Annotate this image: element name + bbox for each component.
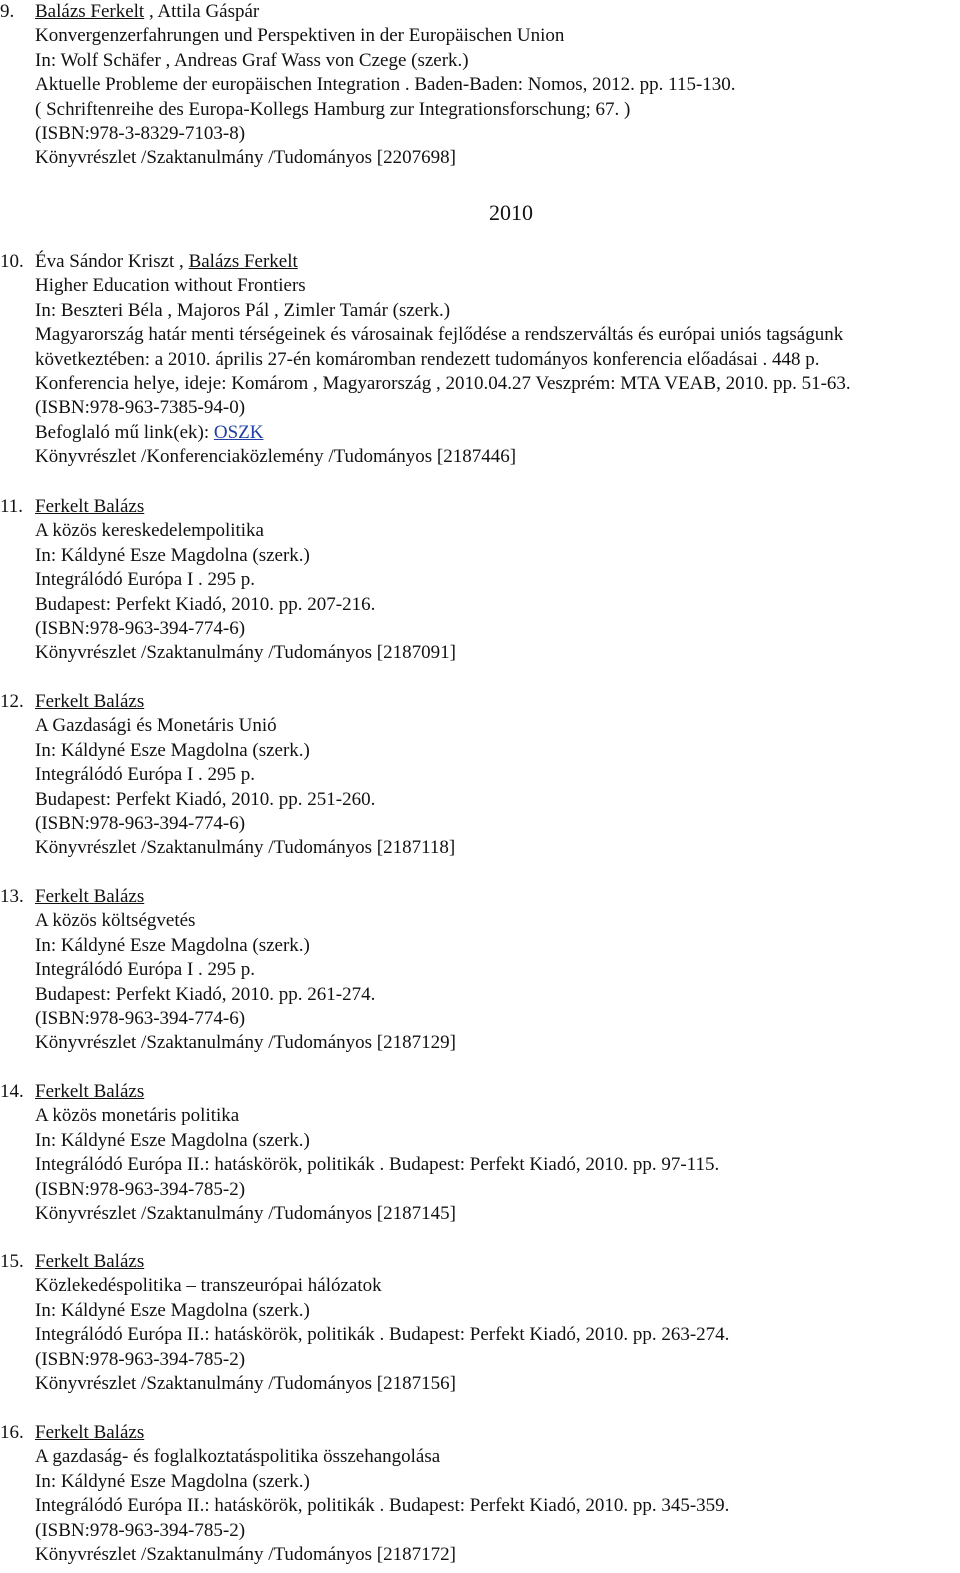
entry-book: Integrálódó Európa I . 295 p. (35, 569, 256, 591)
entry-title: A közös monetáris politika (35, 1105, 240, 1127)
publication-entry-16 (0, 1421, 960, 1567)
entry-isbn: (ISBN:978-963-394-785-2) (35, 1519, 246, 1541)
entry-book: Integrálódó Európa II.: hatáskörök, politikák . Budapest: Perfekt Kiadó, 2010. pp. 263-274. (35, 1324, 730, 1346)
entry-conference: Konferencia helye, ideje: Komárom , Magyarország , 2010.04.27 Veszprém: MTA VEAB, 2010. pp. 51-63. (35, 372, 851, 394)
entry-editors: In: Káldyné Esze Magdolna (szerk.) (35, 1299, 310, 1321)
author-link[interactable]: Ferkelt Balázs (35, 886, 145, 907)
publication-entry-10 (0, 250, 960, 470)
entry-isbn: (ISBN:978-3-8329-7103-8) (35, 122, 246, 144)
entry-title: Közlekedéspolitika – transzeurópai hálózatok (35, 1275, 382, 1297)
entry-number: 12. (0, 691, 24, 712)
entry-number: 16. (0, 1422, 24, 1443)
co-author: Éva Sándor Kriszt , (35, 251, 189, 272)
entry-publisher: Budapest: Perfekt Kiadó, 2010. pp. 261-274. (35, 983, 376, 1005)
author-link[interactable]: Balázs Ferkelt (188, 251, 298, 272)
entry-type: Könyvrészlet /Szaktanulmány /Tudományos [2187118] (35, 837, 456, 859)
entry-number: 10. (0, 251, 24, 272)
entry-number: 14. (0, 1081, 24, 1102)
year-heading: 2010 (489, 200, 533, 225)
entry-type: Könyvrészlet /Szaktanulmány /Tudományos [2187156] (35, 1372, 456, 1394)
entry-title: A gazdaság- és foglalkoztatáspolitika összehangolása (35, 1446, 441, 1468)
entry-number: 13. (0, 886, 24, 907)
author-link[interactable]: Balázs Ferkelt (35, 1, 145, 22)
entry-editors: In: Káldyné Esze Magdolna (szerk.) (35, 739, 310, 761)
entry-editors: In: Káldyné Esze Magdolna (szerk.) (35, 544, 310, 566)
entry-publisher: Budapest: Perfekt Kiadó, 2010. pp. 251-260. (35, 788, 376, 810)
entry-isbn: (ISBN:978-963-394-785-2) (35, 1178, 246, 1200)
entry-isbn: (ISBN:978-963-394-774-6) (35, 1007, 246, 1029)
entry-series: ( Schriftenreihe des Europa-Kollegs Hamburg zur Integrationsforschung; 67. ) (35, 98, 631, 120)
entry-book: Integrálódó Európa II.: hatáskörök, politikák . Budapest: Perfekt Kiadó, 2010. pp. 345-359. (35, 1495, 730, 1517)
author-link[interactable]: Ferkelt Balázs (35, 496, 145, 517)
entry-isbn: (ISBN:978-963-394-785-2) (35, 1348, 246, 1370)
oszk-link[interactable]: OSZK (213, 421, 264, 443)
entry-publisher: Budapest: Perfekt Kiadó, 2010. pp. 207-216. (35, 593, 376, 615)
entry-type: Könyvrészlet /Szaktanulmány /Tudományos [2187129] (35, 1032, 456, 1054)
entry-isbn: (ISBN:978-963-394-774-6) (35, 812, 246, 834)
entry-editors: In: Káldyné Esze Magdolna (szerk.) (35, 934, 310, 956)
entry-number: 9. (0, 1, 15, 22)
entry-isbn: (ISBN:978-963-7385-94-0) (35, 397, 246, 419)
publication-entry-13 (0, 885, 960, 1056)
entry-number: 15. (0, 1251, 24, 1272)
entry-isbn: (ISBN:978-963-394-774-6) (35, 617, 246, 639)
author-link[interactable]: Ferkelt Balázs (35, 1081, 145, 1102)
entry-editors: In: Káldyné Esze Magdolna (szerk.) (35, 1470, 310, 1492)
entry-type: Könyvrészlet /Szaktanulmány /Tudományos [2187091] (35, 642, 456, 664)
entry-type: Könyvrészlet /Szaktanulmány /Tudományos [2187172] (35, 1543, 456, 1565)
entry-book: Integrálódó Európa I . 295 p. (35, 764, 256, 786)
entry-book-line-1: Magyarország határ menti térségeinek és városainak fejlődése a rendszerváltás és európai uniós tagságunk (35, 324, 844, 346)
publication-entry-11 (0, 495, 960, 666)
author-link[interactable]: Ferkelt Balázs (35, 1251, 145, 1272)
entry-type: Könyvrészlet /Szaktanulmány /Tudományos [2187145] (35, 1202, 456, 1224)
entry-editors: In: Káldyné Esze Magdolna (szerk.) (35, 1129, 310, 1151)
publication-entry-12 (0, 690, 960, 861)
link-label: Befoglaló mű link(ek): (35, 421, 214, 443)
entry-title: A közös költségvetés (35, 910, 196, 932)
author-link[interactable]: Ferkelt Balázs (35, 1422, 145, 1443)
entry-title: A Gazdasági és Monetáris Unió (35, 715, 277, 737)
co-author: , Attila Gáspár (144, 1, 260, 22)
entry-number: 11. (0, 496, 24, 517)
entry-type: Könyvrészlet /Konferenciaközlemény /Tudományos [2187446] (35, 446, 517, 468)
publication-entry-15 (0, 1250, 960, 1396)
entry-book: Aktuelle Probleme der europäischen Integration . Baden-Baden: Nomos, 2012. pp. 115-130. (35, 74, 736, 96)
publication-entry-14 (0, 1080, 960, 1226)
entry-book: Integrálódó Európa I . 295 p. (35, 959, 256, 981)
entry-title: A közös kereskedelempolitika (35, 520, 264, 542)
author-link[interactable]: Ferkelt Balázs (35, 691, 145, 712)
entry-book-line-2: következtében: a 2010. április 27-én komáromban rendezett tudományos konferencia előadásai . 448 p. (35, 348, 820, 370)
entry-type: Könyvrészlet /Szaktanulmány /Tudományos [2207698] (35, 147, 456, 169)
publication-entry-9 (0, 0, 960, 171)
entry-book: Integrálódó Európa II.: hatáskörök, politikák . Budapest: Perfekt Kiadó, 2010. pp. 97-115. (35, 1154, 720, 1176)
entry-editors: In: Wolf Schäfer , Andreas Graf Wass von Czege (szerk.) (35, 49, 469, 71)
entry-title: Higher Education without Frontiers (35, 275, 306, 297)
entry-title: Konvergenzerfahrungen und Perspektiven in der Europäischen Union (35, 25, 565, 47)
entry-editors: In: Beszteri Béla , Majoros Pál , Zimler Tamár (szerk.) (35, 299, 451, 321)
